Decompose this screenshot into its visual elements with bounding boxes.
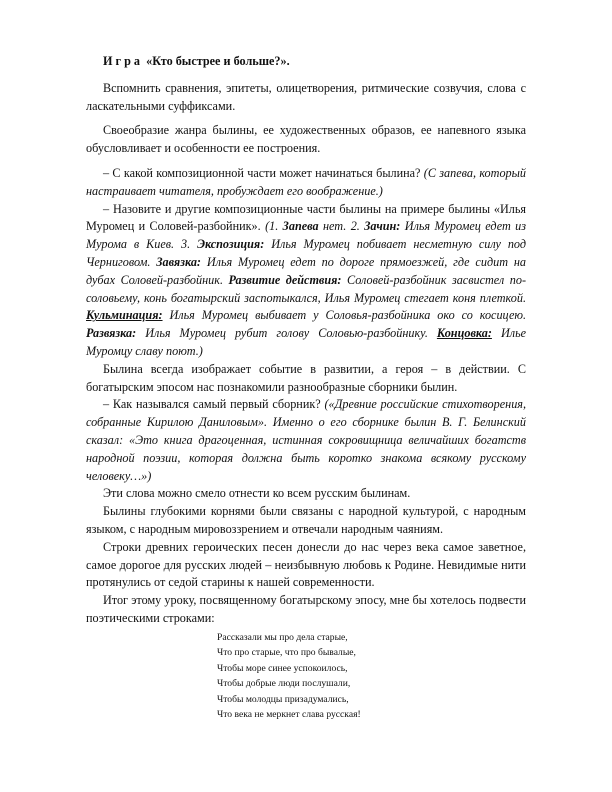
term-ending: Концовка: (436, 326, 492, 341)
term-zapev: Запева (282, 219, 319, 234)
answer-text: Илья Муромец выбивает у Соловья-разбойника око со косицею. (169, 308, 527, 323)
document-body (86, 53, 526, 628)
question-text: – С какой композиционной части может начинаться былина? (103, 165, 421, 180)
answer-text: (1. (265, 219, 279, 234)
answer-text: Илья Муромец рубит голову Соловью-разбойнику. (145, 326, 428, 341)
paragraph-composition (86, 201, 526, 361)
paragraph-task: Вспомнить сравнения, эпитеты, олицетворения, ритмические созвучия, слова с ласкательными суффиксами. (86, 80, 526, 113)
poem-line: Чтобы море синее успокоилось, (217, 662, 348, 674)
term-exposition: Экспозиция: (197, 237, 265, 252)
poem-line: Рассказали мы про дела старые, (217, 632, 348, 643)
answer-text: Илья Муромец едет по дороге прямоезжей, где сидит на дубах Соловей-разбойник. (86, 254, 526, 287)
term-zachin: Зачин: (364, 219, 401, 234)
paragraph-development: Былина всегда изображает событие в развитии, а героя – в действии. С богатырским эпосом нас познакомили разнообразные сборники былин. (86, 361, 526, 394)
term-development: Развитие действия: (228, 272, 342, 287)
paragraph-question-start (86, 165, 526, 201)
answer-text: нет. 2. (323, 219, 360, 234)
game-label: И г р а (103, 54, 141, 68)
answer-text: («Древние российские стихотворения, собранные Кирилою Даниловым». Именно о его сборнике былин В. Г. Белинский сказал: «Это книга драгоценная, истинная сокровищница величайших богатств народной поэзии, которая должна быть коротко знакома всякому русскому человеку…») (86, 397, 526, 483)
answer-text: (С запева, который настраивает читателя, пробуждает его воображение.) (86, 165, 526, 198)
paragraph-heritage: Строки древних героических песен донесли до нас через века самое заветное, самое дорогое для русских людей – неизбывную любовь к Родине. Невидимые нити протянулись от седой старины к нашей современности. (86, 539, 526, 590)
question-text: – Назовите и другие композиционные части былины на примере былины «Илья Муромец и Соловей-разбойник». (86, 201, 526, 234)
poem-line: Что века не меркнет слава русская! (217, 709, 361, 721)
game-name: «Кто быстрее и больше?». (146, 54, 290, 68)
answer-text: Илье Муромцу славу поют.) (86, 326, 527, 358)
answer-text: Илья Муромец едет из Мурома в Киев. 3. (86, 219, 526, 252)
paragraph-roots: Былины глубокими корнями были связаны с народной культурой, с народным языком, с народным мировоззрением и отвечали народным чаяниям. (86, 504, 526, 536)
game-title (86, 53, 526, 71)
poem-line: Чтобы молодцы призадумались, (217, 693, 349, 705)
term-denouement: Развязка: (86, 326, 137, 341)
question-text: – Как назывался самый первый сборник? (103, 397, 321, 412)
answer-text: Соловей-разбойник засвистел по-соловьему, конь богатырский заспотыкался, Илья Муромец стегает коня плеткой. (86, 272, 527, 305)
paragraph-genre: Своеобразие жанра былины, ее художественных образов, ее напевного языка обусловливает и особенности ее построения. (86, 123, 526, 156)
answer-text: Илья Муромец побивает несметную силу под Черниговом. (86, 237, 527, 269)
poem (217, 630, 361, 722)
term-plot: Завязка: (156, 254, 201, 269)
paragraph-conclusion: Эти слова можно смело отнести ко всем русским былинам. (103, 486, 411, 501)
poem-line: Что про старые, что про бывалые, (217, 647, 356, 659)
paragraph-summary: Итог этому уроку, посвященному богатырскому эпосу, мне бы хотелось подвести поэтическими строками: (86, 593, 526, 625)
poem-line: Чтобы добрые люди послушали, (217, 678, 351, 690)
paragraph-question-collection (86, 396, 526, 485)
term-climax: Кульминация: (86, 308, 163, 323)
